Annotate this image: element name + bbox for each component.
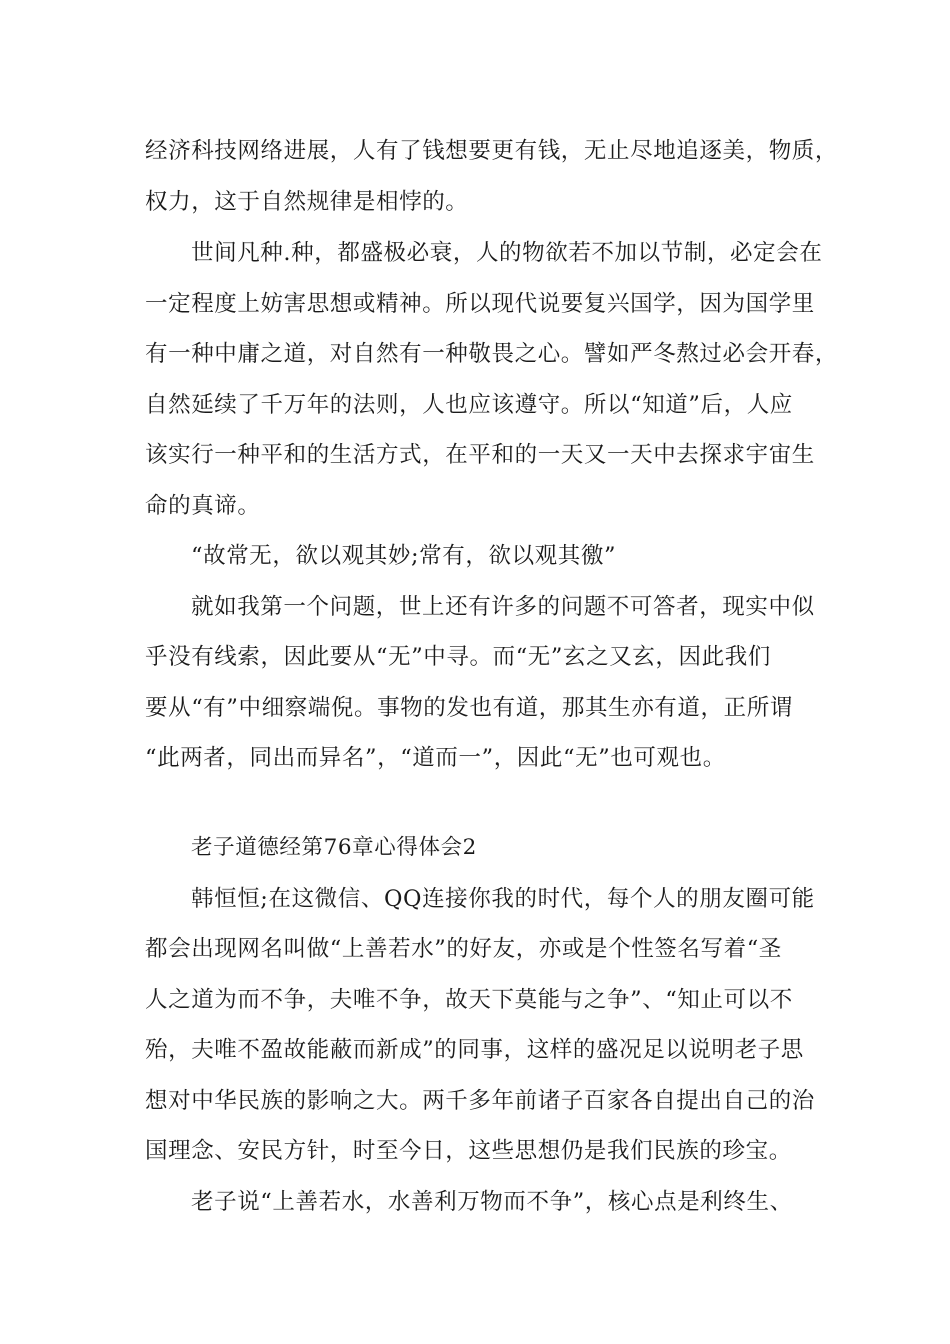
paragraph-line: 都会出现网名叫做“上善若水”的好友，亦或是个性签名写着“圣 xyxy=(145,936,782,962)
paragraph-line: 经济科技网络进展，人有了钱想要更有钱，无止尽地追逐美，物质， xyxy=(145,138,839,164)
paragraph-line: 就如我第一个问题，世上还有许多的问题不可答者，现实中似 xyxy=(191,594,815,620)
paragraph-line: 一定程度上妨害思想或精神。所以现代说要复兴国学，因为国学里 xyxy=(145,291,815,317)
paragraph-line: 要从“有”中细察端倪。事物的发也有道，那其生亦有道，正所谓 xyxy=(145,695,793,721)
paragraph-line: 自然延续了千万年的法则，人也应该遵守。所以“知道”后，人应 xyxy=(145,392,793,418)
paragraph-line: 乎没有线索，因此要从“无”中寻。而“无”玄之又玄，因此我们 xyxy=(145,644,771,670)
paragraph-line: 老子说“上善若水，水善利万物而不争”，核心点是利终生、 xyxy=(191,1189,793,1215)
section-heading: 老子道德经第76章心得体会2 xyxy=(191,835,477,860)
paragraph-line: 命的真谛。 xyxy=(145,493,261,519)
paragraph-line: 韩恒恒;在这微信、QQ连接你我的时代，每个人的朋友圈可能 xyxy=(191,886,815,912)
paragraph-line: 殆，夫唯不盈故能蔽而新成”的同事，这样的盛况足以说明老子思 xyxy=(145,1037,804,1063)
paragraph-line: “此两者，同出而异名”，“道而一”，因此“无”也可观也。 xyxy=(145,745,726,771)
paragraph-line: 该实行一种平和的生活方式，在平和的一天又一天中去探求宇宙生 xyxy=(145,442,815,468)
quote-line: “故常无，欲以观其妙;常有，欲以观其徼” xyxy=(191,543,617,569)
paragraph-line: 权力，这于自然规律是相悖的。 xyxy=(145,189,469,215)
paragraph-line: 有一种中庸之道，对自然有一种敬畏之心。譬如严冬熬过必会开春， xyxy=(145,341,839,367)
paragraph-line: 国理念、安民方针，时至今日，这些思想仍是我们民族的珍宝。 xyxy=(145,1138,792,1164)
paragraph-line: 想对中华民族的影响之大。两千多年前诸子百家各自提出自己的治 xyxy=(145,1088,815,1114)
paragraph-line: 人之道为而不争，夫唯不争，故天下莫能与之争”、“知止可以不 xyxy=(145,987,793,1013)
paragraph-line: 世间凡种.种，都盛极必衰，人的物欲若不加以节制，必定会在 xyxy=(191,240,823,266)
